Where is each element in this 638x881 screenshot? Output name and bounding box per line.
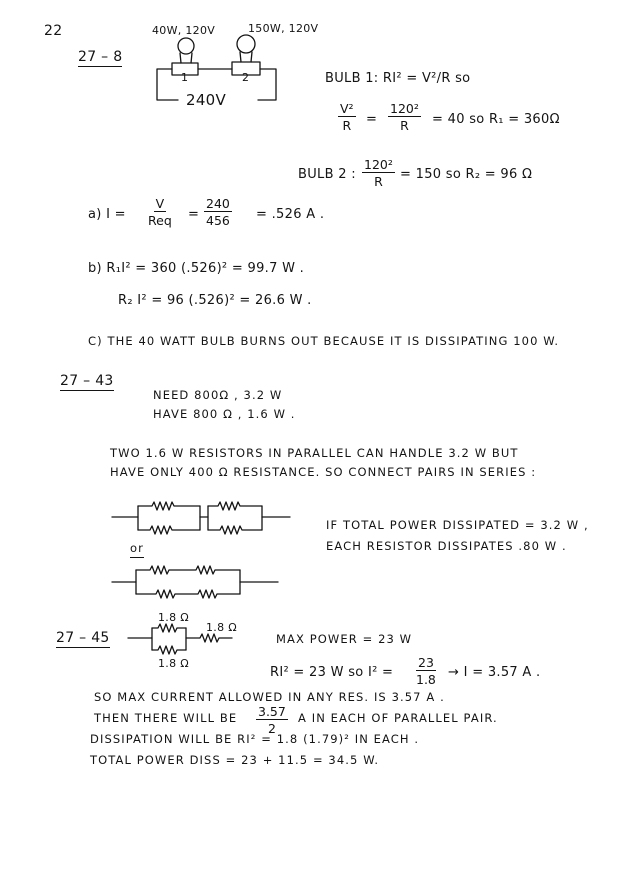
- fraction-numerator: 120²: [364, 157, 393, 172]
- resistor-right-label: 1.8 Ω: [206, 621, 237, 634]
- part-c-line: C) THE 40 WATT BULB BURNS OUT BECAUSE IT IS DISSIPATING 100 W.: [88, 334, 560, 348]
- fraction-denominator: 456: [206, 213, 230, 229]
- part-b-line-1: b) R₁I² = 360 (.526)² = 99.7 W .: [88, 261, 305, 276]
- fraction-denominator: R: [342, 118, 352, 134]
- part-a-label: a) I =: [88, 207, 126, 222]
- conclusion-line-4: TOTAL POWER DISS = 23 + 11.5 = 34.5 W.: [90, 753, 380, 767]
- note-line-1: IF TOTAL POWER DISSIPATED = 3.2 W ,: [326, 518, 589, 532]
- part-a-result: = .526 A .: [256, 207, 325, 222]
- bulb-2-result: = 150 so R₂ = 96 Ω: [400, 167, 533, 182]
- conclusion-line-2-prefix: THEN THERE WILL BE: [94, 711, 238, 725]
- bulb-2-label: BULB 2 :: [298, 167, 356, 182]
- bulb-1-result: = 40 so R₁ = 360Ω: [432, 112, 560, 127]
- problem-27-43-label: 27 – 43: [60, 373, 114, 389]
- fraction-numerator: V: [155, 196, 165, 211]
- conclusion-line-2-suffix: A IN EACH OF PARALLEL PAIR.: [298, 711, 498, 725]
- need-line: NEED 800Ω , 3.2 W: [153, 388, 283, 402]
- fraction-numerator: 3.57: [258, 704, 286, 719]
- part-b-line-2: R₂ I² = 96 (.526)² = 26.6 W .: [118, 293, 312, 308]
- max-power-line: MAX POWER = 23 W: [276, 632, 413, 646]
- have-line: HAVE 800 Ω , 1.6 W .: [153, 407, 296, 421]
- fraction-denominator: Req: [148, 213, 172, 229]
- fraction-denominator: 2: [267, 721, 276, 737]
- equals-sign: =: [366, 112, 378, 127]
- bulb-1-rating: 40W, 120V: [152, 24, 216, 37]
- fraction-numerator: 23: [418, 655, 434, 670]
- note-line-2: EACH RESISTOR DISSIPATES .80 W .: [326, 539, 567, 553]
- explanation-line-2: HAVE ONLY 400 Ω RESISTANCE. SO CONNECT PAIRS IN SERIES :: [110, 465, 537, 479]
- or-label: or: [130, 543, 144, 558]
- bulb-1-equation: BULB 1: RI² = V²/R so: [325, 71, 471, 86]
- fraction-numerator: 240: [206, 196, 230, 211]
- page-number: 22: [44, 23, 63, 39]
- bulb-2-tag: 2: [242, 71, 250, 84]
- half-current-fraction: [256, 705, 288, 735]
- bulb-1-tag: 1: [181, 71, 189, 84]
- fraction-numerator: 120²: [390, 101, 419, 116]
- fraction-denominator: 1.8: [416, 672, 436, 688]
- source-voltage: 240V: [186, 91, 227, 109]
- explanation-line-1: TWO 1.6 W RESISTORS IN PARALLEL CAN HANDLE 3.2 W BUT: [110, 446, 519, 460]
- problem-27-45-label: 27 – 45: [56, 630, 110, 646]
- current-equation-right: → I = 3.57 A .: [448, 665, 541, 680]
- fraction-denominator: R: [400, 118, 409, 134]
- bulb-2-rating: 150W, 120V: [248, 22, 319, 35]
- resistor-bottom-label: 1.8 Ω: [158, 657, 189, 670]
- current-fraction: [416, 656, 436, 686]
- problem-27-8-label: 27 – 8: [78, 49, 123, 65]
- conclusion-line-1: SO MAX CURRENT ALLOWED IN ANY RES. IS 3.57 A .: [94, 690, 445, 704]
- resistor-top-label: 1.8 Ω: [158, 611, 189, 624]
- current-equation-left: RI² = 23 W so I² =: [270, 665, 394, 680]
- equals-sign: =: [188, 207, 200, 222]
- fraction-denominator: R: [374, 174, 383, 190]
- conclusion-line-3: DISSIPATION WILL BE RI² = 1.8 (1.79)² IN EACH .: [90, 732, 420, 746]
- fraction-numerator: V²: [340, 101, 354, 116]
